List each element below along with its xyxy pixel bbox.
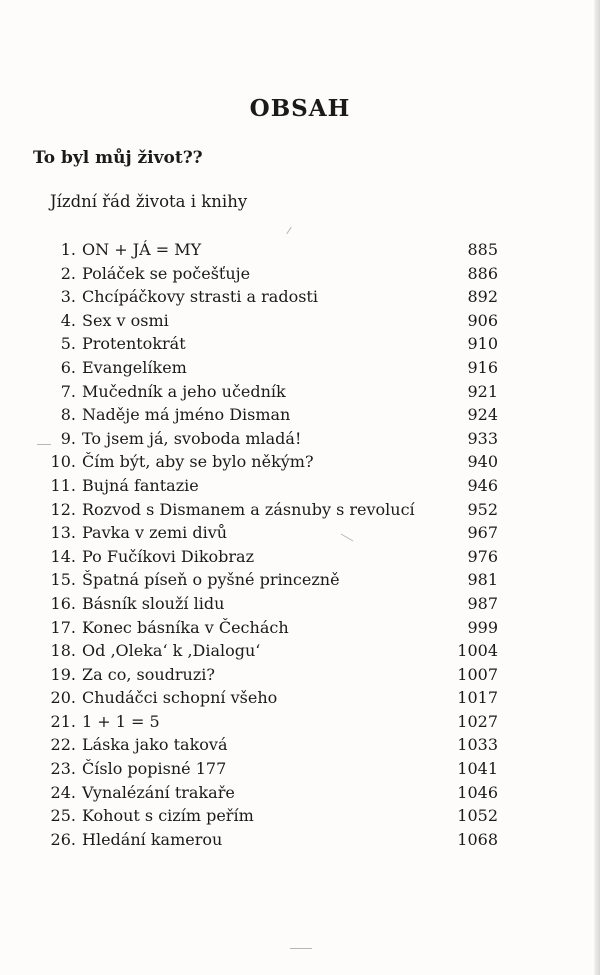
toc-entry-number: 2. (60, 263, 76, 283)
toc-entry-number: 8. (60, 405, 76, 425)
toc-entry-title: Od ‚Oleka‘ k ‚Dialogu‘ (82, 641, 261, 661)
toc-entry-page: 999 (467, 617, 498, 637)
toc-entry-page: 916 (467, 357, 498, 377)
toc-entry-page: 952 (467, 499, 498, 519)
toc-entry (0, 710, 600, 734)
toc-entry-page: 885 (467, 240, 498, 259)
toc-entry-title: Hledání kamerou (82, 829, 223, 849)
toc-entry-title: Mučedník a jeho učedník (82, 381, 286, 401)
toc-entry-page: 1017 (457, 688, 498, 708)
toc-entry-page: 1046 (457, 782, 498, 802)
toc-entry-number: 22. (50, 735, 76, 755)
toc-entry-page: 976 (467, 546, 498, 566)
toc-entry-title: 1 + 1 = 5 (82, 711, 160, 731)
toc-entry-title: Evangelíkem (82, 357, 187, 377)
toc-entry-page: 1041 (457, 759, 498, 779)
toc-entry-number: 4. (60, 310, 76, 330)
toc-entry-title: Chcípáčkovy strasti a radosti (82, 287, 318, 307)
toc-entry (0, 238, 600, 262)
toc-entry-page: 1068 (457, 829, 498, 849)
toc-entry-title: Rozvod s Dismanem a zásnuby s revolucí (82, 499, 415, 519)
toc-entry (0, 262, 600, 286)
toc-entry-number: 25. (50, 806, 76, 826)
toc-entry (0, 474, 600, 498)
toc-entry-number: 17. (50, 617, 76, 637)
toc-entry-number: 20. (50, 688, 76, 708)
toc-entry-page: 987 (467, 593, 498, 613)
scan-mark (290, 948, 312, 949)
toc-entry-title: Vynalézání trakaře (82, 782, 235, 802)
toc-entry (0, 686, 600, 710)
toc-entry-page: 946 (467, 475, 498, 495)
toc-entry-page: 892 (467, 287, 498, 307)
toc-entry (0, 403, 600, 427)
toc-entry-title: Pavka v zemi divů (82, 523, 228, 543)
toc-entry (0, 521, 600, 545)
toc-entry-number: 6. (60, 357, 76, 377)
toc-entry (0, 309, 600, 333)
toc-entry-number: 3. (60, 287, 76, 307)
toc-entry-number: 19. (50, 664, 76, 684)
toc-entry-title: Špatná píseň o pyšné princezně (82, 570, 340, 590)
toc-entry (0, 498, 600, 522)
toc-entry-number: 7. (60, 381, 76, 401)
toc-entry-number: 18. (50, 641, 76, 661)
toc-entry-number: 23. (50, 759, 76, 779)
toc-entry-page: 981 (467, 570, 498, 590)
toc-entry-title: Naděje má jméno Disman (82, 405, 291, 425)
toc-entry (0, 332, 600, 356)
toc-entry-title: Za co, soudruzi? (82, 664, 215, 684)
toc-entry-title: To jsem já, svoboda mladá! (82, 428, 302, 448)
toc-entry (0, 781, 600, 805)
toc-entry-title: Konec básníka v Čechách (82, 617, 289, 637)
toc-entry-title: ON + JÁ = MY (82, 240, 202, 259)
toc-entry-page: 1007 (457, 664, 498, 684)
toc-entry-page: 906 (467, 310, 498, 330)
toc-entry-number: 21. (50, 711, 76, 731)
toc-entry-number: 16. (50, 593, 76, 613)
toc-entry (0, 828, 600, 852)
toc-entry (0, 356, 600, 380)
toc-entry-title: Číslo popisné 177 (82, 759, 227, 779)
toc-entry-page: 921 (467, 381, 498, 401)
toc-entry (0, 616, 600, 640)
toc-entry-page: 933 (467, 428, 498, 448)
toc-entry (0, 568, 600, 592)
toc-entry-number: 15. (50, 570, 76, 590)
toc-entry (0, 545, 600, 569)
toc-entry (0, 427, 600, 451)
toc-entry-number: 10. (50, 452, 76, 472)
toc-entry-title: Kohout s cizím peřím (82, 806, 254, 826)
toc-entry (0, 757, 600, 781)
toc-entry (0, 733, 600, 757)
toc-entry-title: Čím být, aby se bylo někým? (82, 452, 314, 472)
toc-entry (0, 450, 600, 474)
toc-entry (0, 592, 600, 616)
toc-entry-title: Básník slouží lidu (82, 593, 225, 613)
scan-mark (286, 227, 291, 234)
toc-entry-page: 910 (467, 334, 498, 354)
toc-entry-number: 5. (60, 334, 76, 354)
section-title: To byl můj život?? (33, 148, 203, 168)
toc-entry-title: Protentokrát (82, 334, 186, 354)
toc-entry-number: 26. (50, 829, 76, 849)
toc-entry-page: 1027 (457, 711, 498, 731)
scan-mark (37, 444, 51, 445)
page-title: OBSAH (249, 95, 351, 122)
toc-entry (0, 663, 600, 687)
toc-entry-number: 13. (50, 523, 76, 543)
toc-entry-page: 967 (467, 523, 498, 543)
toc-entry-number: 14. (50, 546, 76, 566)
toc-entry-title: Bujná fantazie (82, 475, 199, 495)
toc-entry (0, 380, 600, 404)
toc-entry-number: 9. (60, 428, 76, 448)
toc-entry-page: 924 (467, 405, 498, 425)
toc-entry (0, 639, 600, 663)
toc-entry-page: 1052 (457, 806, 498, 826)
toc-entry-page: 1033 (457, 735, 498, 755)
toc-entry-number: 12. (50, 499, 76, 519)
toc-entry-page: 1004 (457, 641, 498, 661)
toc-entry-page: 940 (467, 452, 498, 472)
toc-entry-page: 886 (467, 263, 498, 283)
toc-entry-title: Po Fučíkovi Dikobraz (82, 546, 255, 566)
subsection-title: Jízdní řád života i knihy (50, 192, 248, 211)
toc-entry (0, 804, 600, 828)
toc-entry-number: 11. (50, 475, 76, 495)
toc-entry (0, 285, 600, 309)
toc-entry-title: Láska jako taková (82, 735, 228, 755)
toc-entry-title: Chudáčci schopní všeho (82, 688, 278, 708)
table-of-contents (0, 238, 600, 851)
toc-entry-title: Poláček se počešťuje (82, 263, 251, 283)
toc-entry-number: 1. (60, 240, 76, 259)
toc-entry-title: Sex v osmi (82, 310, 169, 330)
toc-entry-number: 24. (50, 782, 76, 802)
